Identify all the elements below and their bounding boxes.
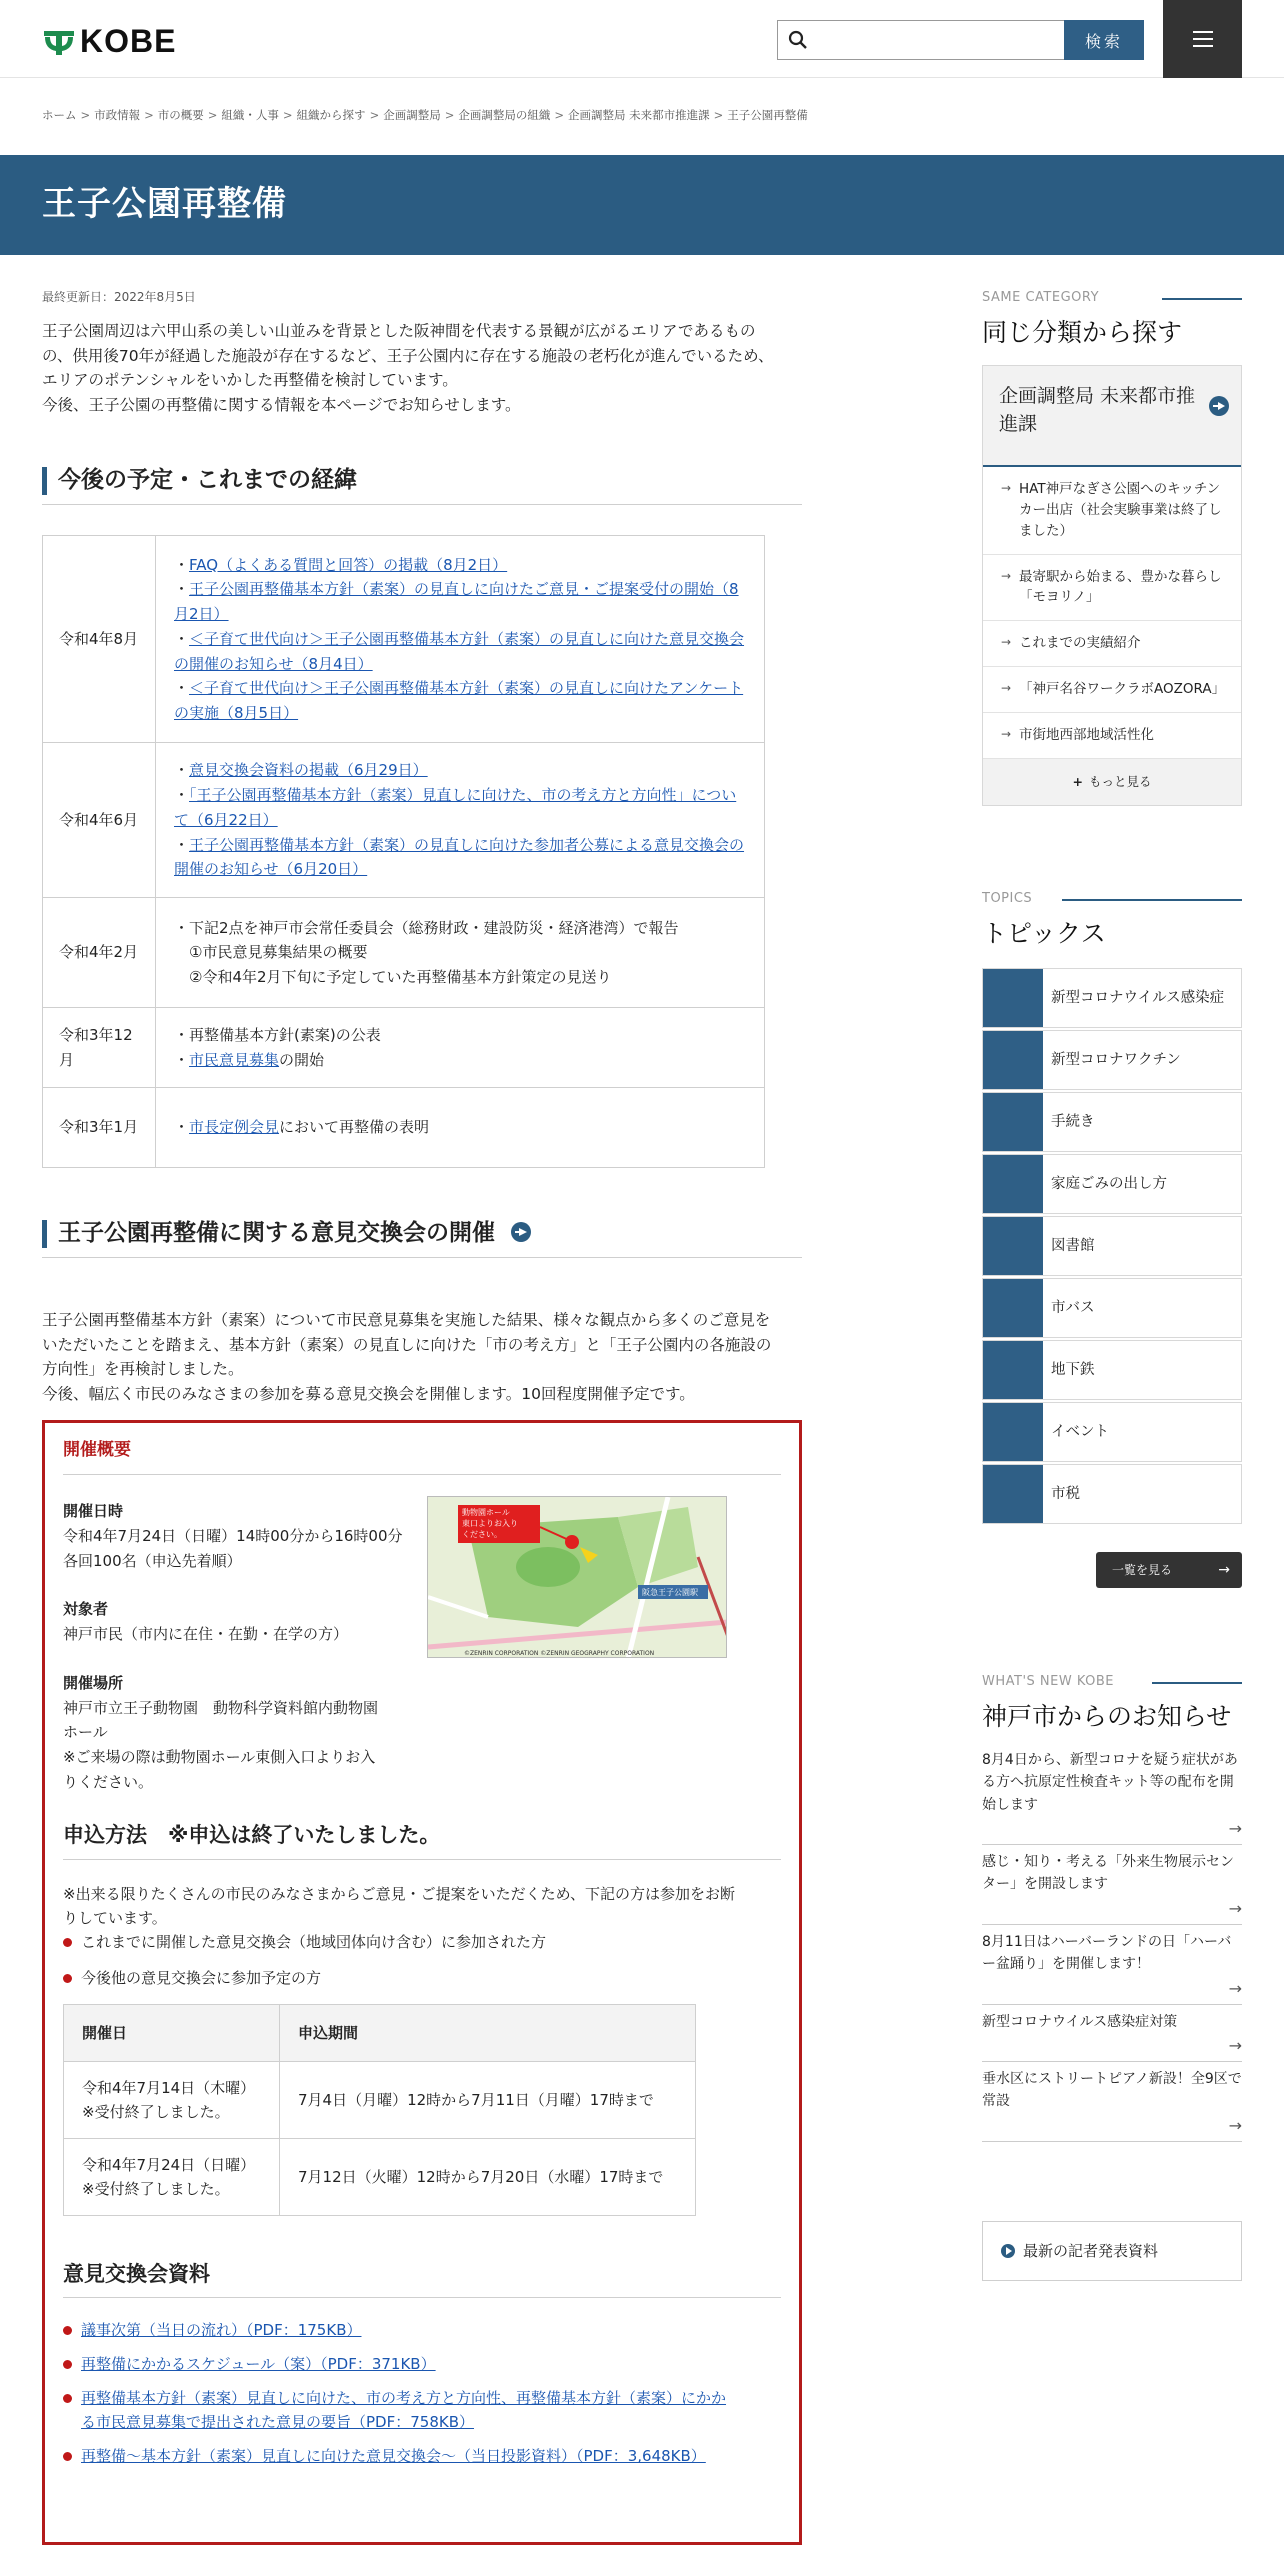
table-row [43, 743, 765, 898]
history-events [156, 743, 765, 898]
topic-label: 図書館 [1051, 1237, 1095, 1254]
topic-item[interactable] [982, 1464, 1242, 1524]
breadcrumb-item[interactable]: 企画調整局の組織 [458, 108, 551, 122]
arrow-right-icon: → [1228, 1898, 1242, 1918]
list-item [63, 2444, 781, 2468]
history-date: 令和4年6月 [43, 743, 156, 898]
topic-item[interactable] [982, 1278, 1242, 1338]
history-event [174, 1023, 748, 1048]
table-row [64, 2138, 696, 2215]
breadcrumb-separator: > [444, 108, 455, 122]
breadcrumb [42, 106, 1242, 124]
target-label: 対象者 [63, 1600, 109, 1619]
page-title-bar [0, 155, 1284, 255]
breadcrumb-item: 王子公園再整備 [727, 108, 808, 122]
material-link[interactable]: 再整備にかかるスケジュール（案）（PDF：371KB） [81, 2355, 436, 2374]
apply-heading: 申込方法 ※申込は終了いたしました。 [63, 1819, 781, 1860]
history-events [156, 898, 765, 1008]
search-box [777, 20, 1065, 60]
history-event [174, 758, 748, 783]
last-updated: 最終更新日：2022年8月5日 [42, 290, 196, 304]
intro-line: エリアのポテンシャルをいかした再整備を検討しています。 [42, 371, 458, 390]
schedule-table [63, 2004, 696, 2216]
table-row [43, 898, 765, 1008]
event-link[interactable]: ＜子育て世代向け＞王子公園再整備基本方針（素案）の見直しに向けた意見交換会の開催のお知らせ（8月4日） [174, 629, 745, 673]
event-prefix: ・ [174, 1118, 190, 1137]
apply-text [63, 1882, 781, 1930]
venue-map[interactable] [427, 1496, 727, 1658]
news-text: 新型コロナウイルス感染症対策 [982, 2013, 1178, 2030]
category-item[interactable]: → これまでの実績紹介 [983, 621, 1241, 667]
map-callout-line: ください。 [462, 1530, 502, 1540]
menu-button[interactable] [1163, 0, 1242, 78]
schedule-date-cell [64, 2061, 280, 2138]
topic-label: 市バス [1051, 1299, 1095, 1316]
event-prefix: ①市民意見募集結果の概要 [174, 943, 368, 962]
history-event [174, 833, 748, 883]
topics-caption-text: TOPICS [982, 891, 1033, 906]
history-date: 令和3年1月 [43, 1088, 156, 1168]
breadcrumb-separator: > [207, 108, 218, 122]
breadcrumb-item[interactable]: 市の概要 [157, 108, 204, 122]
history-events [156, 1008, 765, 1088]
topic-label: 地下鉄 [1051, 1361, 1095, 1378]
history-date: 令和4年2月 [43, 898, 156, 1008]
topic-label: 手続き [1051, 1113, 1095, 1130]
topic-label: 新型コロナワクチン [1051, 1051, 1181, 1068]
kobe-emblem-icon [42, 27, 76, 57]
event-prefix: ・ [174, 555, 190, 574]
search-button[interactable]: 検索 [1064, 20, 1144, 60]
material-link[interactable] [81, 2389, 726, 2431]
news-text: 垂水区にストリートピアノ新設！全9区で常設 [982, 2070, 1242, 2110]
event-link[interactable]: 市長定例会見 [189, 1118, 280, 1137]
arrow-right-icon: → [1228, 2035, 1242, 2055]
breadcrumb-separator: > [282, 108, 293, 122]
news-title: 神戸市からのお知らせ [982, 1701, 1232, 1731]
topics-caption [982, 889, 1242, 910]
event-prefix: ・ [174, 786, 190, 804]
caption-rule [1162, 298, 1242, 300]
same-category-caption-text: SAME CATEGORY [982, 290, 1100, 305]
apply-text-line: ※出来る限りたくさんの市民のみなさまからご意見・ご提案をいただくため、下記の方は参加をお断 [63, 1884, 735, 1903]
arrow-circle-icon [1209, 396, 1229, 416]
breadcrumb-separator: > [713, 108, 724, 122]
topic-item[interactable] [982, 1154, 1242, 1214]
arrow-right-icon: → [1228, 2115, 1242, 2135]
event-prefix: ・ [174, 580, 190, 599]
schedule-date-cell [64, 2138, 280, 2215]
news-section [982, 1672, 1242, 2142]
history-event [174, 1048, 748, 1073]
history-event [174, 1115, 748, 1140]
schedule-status: ※受付終了しました。 [82, 2179, 230, 2198]
place-note: ※ご来場の際は動物園ホール東側入口よりお入 [63, 1748, 376, 1767]
exchange-line: いただいたことを踏まえ、基本方針（素案）の見直しに向けた「市の考え方」と「王子公園内の各施設の [42, 1335, 772, 1354]
hamburger-icon [1193, 31, 1213, 47]
apply-bullet: これまでに開催した意見交換会（地域団体向け含む）に参加された方 [63, 1930, 781, 1954]
news-text: 8月11日はハーバーランドの日「ハーバー盆踊り」を開催します！ [982, 1933, 1232, 1973]
category-box [982, 365, 1242, 806]
table-row [43, 536, 765, 743]
topic-item[interactable] [982, 1340, 1242, 1400]
material-link-line: る市民意見募集で提出された意見の要旨（PDF：758KB） [81, 2413, 474, 2432]
category-item[interactable]: → 「神戸名谷ワークラボAOZORA」 [983, 667, 1241, 713]
schedule-period: 7月12日（火曜）12時から7月20日（水曜）17時まで [280, 2138, 696, 2215]
news-item[interactable] [982, 1845, 1242, 1925]
history-date: 令和4年8月 [43, 536, 156, 743]
topics-list [982, 968, 1242, 1524]
category-item[interactable]: → 最寄駅から始まる、豊かな暮らし「モヨリノ」 [983, 555, 1241, 622]
history-event [174, 965, 748, 990]
topic-icon [983, 1403, 1043, 1461]
breadcrumb-separator: > [144, 108, 154, 122]
category-name: 企画調整局 未来都市推進課 [999, 384, 1196, 436]
topic-icon [983, 1341, 1043, 1399]
schedule-date: 令和4年7月24日（日曜） [82, 2155, 256, 2174]
target-value: 神戸市民（市内に在住・在勤・在学の方） [63, 1625, 349, 1644]
plus-icon: + [1072, 774, 1083, 790]
material-link[interactable]: 議事次第（当日の流れ）（PDF：175KB） [81, 2321, 362, 2340]
view-list-label: 一覧を見る [1112, 1563, 1173, 1577]
same-category-section [982, 288, 1242, 806]
topic-item[interactable] [982, 1402, 1242, 1462]
history-events [156, 536, 765, 743]
same-category-caption [982, 288, 1242, 309]
schedule-status: ※受付終了しました。 [82, 2102, 230, 2121]
venue-map-drawing [428, 1497, 727, 1658]
breadcrumb-item[interactable]: 市政情報 [94, 108, 141, 122]
arrow-right-icon: → [1228, 1978, 1242, 1998]
topic-icon [983, 1155, 1043, 1213]
topic-icon [983, 1031, 1043, 1089]
topic-label: イベント [1051, 1423, 1109, 1440]
history-event [174, 940, 748, 965]
datetime-value: 各回100名（申込先着順） [63, 1551, 242, 1570]
exchange-line: 王子公園再整備基本方針（素案）について市民意見募集を実施した結果、様々な観点から多くのご意見を [42, 1311, 771, 1330]
apply-bullet: 今後他の意見交換会に参加予定の方 [63, 1966, 781, 1990]
news-list [982, 1743, 1242, 2142]
schedule-date: 令和4年7月14日（木曜） [82, 2078, 256, 2097]
event-link[interactable]: 王子公園再整備基本方針（素案）の見直しに向けたご意見・ご提案受付の開始（8月2日） [174, 580, 739, 623]
intro-line: 今後、王子公園の再整備に関する情報を本ページでお知らせします。 [42, 395, 521, 414]
intro-line: 王子公園周辺は六甲山系の美しい山並みを背景とした阪神間を代表する景観が広がるエリアであるもの [42, 322, 756, 341]
history-event [174, 577, 748, 627]
materials-list [63, 2318, 781, 2468]
topic-icon [983, 1279, 1043, 1337]
map-callout-line: 動物園ホール [462, 1508, 510, 1518]
schedule-col-period: 申込期間 [280, 2004, 696, 2061]
breadcrumb-item[interactable]: 組織から探す [296, 108, 366, 122]
datetime-value: 令和4年7月24日（日曜）14時00分から16時00分 [63, 1526, 403, 1545]
news-item[interactable] [982, 2005, 1242, 2062]
category-list [983, 467, 1241, 759]
exchange-description [42, 1308, 802, 1406]
schedule-heading-text: 今後の予定・これまでの経緯 [58, 467, 357, 494]
caption-rule [1152, 1682, 1242, 1684]
arrow-circle-icon [1001, 2244, 1015, 2258]
topic-item[interactable] [982, 1092, 1242, 1152]
site-header [0, 0, 1284, 78]
exchange-heading-text: 王子公園再整備に関する意見交換会の開催 [58, 1220, 495, 1247]
list-item [63, 2386, 781, 2434]
exchange-line: 方向性」を再検討しました。 [42, 1360, 244, 1379]
topic-label: 市税 [1051, 1485, 1080, 1502]
category-head[interactable] [983, 366, 1241, 467]
schedule-header-row [64, 2004, 696, 2061]
news-text: 8月4日から、新型コロナを疑う症状がある方へ抗原定性検査キット等の配布を開始します [982, 1751, 1238, 1813]
more-button[interactable] [983, 759, 1241, 805]
more-label: もっと見る [1088, 774, 1152, 790]
event-overview-box [42, 1420, 802, 2545]
search-icon [788, 30, 808, 50]
news-item[interactable] [982, 1925, 1242, 2005]
topic-item[interactable] [982, 1030, 1242, 1090]
history-table [42, 535, 765, 1168]
history-event [174, 627, 748, 677]
same-category-title: 同じ分類から探す [982, 317, 1183, 347]
event-link[interactable]: ＜子育て世代向け＞王子公園再整備基本方針（素案）の見直しに向けたアンケートの実施（8月5日） [174, 679, 744, 722]
event-link[interactable]: 市民意見募集 [189, 1050, 280, 1069]
map-credit: ©ZENRIN CORPORATION ©ZENRIN GEOGRAPHY CORPORATION [464, 1650, 655, 1658]
overview-details [63, 1499, 423, 1795]
exchange-line: 今後、幅広く市民のみなさまの参加を募る意見交換会を開催します。10回程度開催予定です。 [42, 1384, 695, 1403]
event-suffix: において再整備の表明 [279, 1118, 430, 1137]
breadcrumb-item[interactable]: 組織・人事 [221, 108, 279, 122]
overview-heading: 開催概要 [63, 1437, 781, 1475]
intro-line: の、供用後70年が経過した施設が存在するなど、王子公園内に存在する施設の老朽化が進んでいるため、 [42, 346, 774, 365]
apply-section [63, 1819, 781, 2468]
topic-item[interactable] [982, 1216, 1242, 1276]
site-logo[interactable] [42, 22, 176, 62]
view-list-button[interactable] [1096, 1552, 1242, 1588]
breadcrumb-separator: > [80, 108, 91, 122]
schedule-heading [42, 461, 802, 505]
caption-rule [1062, 899, 1242, 901]
schedule-col-date: 開催日 [64, 2004, 280, 2061]
material-link-line: 再整備基本方針（素案）見直しに向けた、市の考え方と方向性、再整備基本方針（素案）にかか [81, 2389, 727, 2408]
table-row [43, 1008, 765, 1088]
topics-section [982, 889, 1242, 1526]
schedule-period: 7月4日（月曜）12時から7月11日（月曜）17時まで [280, 2061, 696, 2138]
news-item[interactable] [982, 2062, 1242, 2142]
history-event [174, 553, 748, 578]
place-value: ホール [63, 1723, 108, 1742]
list-item [63, 2318, 781, 2342]
topic-icon [983, 969, 1043, 1027]
history-event [174, 783, 748, 833]
category-item[interactable]: → 市街地西部地域活性化 [983, 713, 1241, 759]
event-prefix: ・ [174, 761, 190, 780]
topic-icon [983, 1217, 1043, 1275]
datetime-label: 開催日時 [63, 1502, 124, 1521]
search-input[interactable] [816, 25, 1056, 55]
intro-text [42, 319, 802, 417]
page-title: 王子公園再整備 [42, 184, 287, 224]
breadcrumb-item[interactable]: 企画調整局 未来都市推進課 [567, 108, 710, 122]
news-caption-text: WHAT'S NEW KOBE [982, 1674, 1115, 1689]
event-prefix: ・再整備基本方針(素案)の公表 [174, 1025, 381, 1044]
event-link[interactable]: 意見交換会資料の掲載（6月29日） [189, 761, 428, 780]
news-item[interactable] [982, 1743, 1242, 1845]
topic-label: 家庭ごみの出し方 [1051, 1175, 1167, 1192]
table-row [64, 2061, 696, 2138]
topics-title: トピックス [982, 918, 1106, 948]
event-link[interactable]: 王子公園再整備基本方針（素案）の見直しに向けた参加者公募による意見交換会の開催のお知らせ（6月20日） [174, 835, 745, 879]
table-row [43, 1088, 765, 1168]
breadcrumb-separator: > [369, 108, 380, 122]
event-prefix: ・ [174, 835, 190, 854]
category-item[interactable]: → HAT神戸なぎさ公園へのキッチンカー出店（社会実験事業は終了しました） [983, 467, 1241, 555]
materials-heading: 意見交換会資料 [63, 2258, 781, 2299]
topic-label: 新型コロナウイルス感染症 [1051, 989, 1225, 1006]
history-event [174, 916, 748, 941]
topic-item[interactable] [982, 968, 1242, 1028]
breadcrumb-separator: > [554, 108, 564, 122]
place-label: 開催場所 [63, 1673, 124, 1692]
event-prefix: ・ [174, 1050, 190, 1069]
press-release-link[interactable] [982, 2221, 1242, 2281]
place-value: 神戸市立王子動物園 動物科学資料館内動物園 [63, 1698, 379, 1717]
event-suffix: の開始 [279, 1050, 325, 1069]
map-marker [565, 1535, 579, 1549]
place-note: りください。 [63, 1772, 154, 1791]
map-station-label: 阪急王子公園駅 [642, 1588, 698, 1598]
arrow-right-icon: → [1218, 1562, 1230, 1578]
topic-icon [983, 1093, 1043, 1151]
apply-text-line: りしています。 [63, 1908, 167, 1927]
history-date: 令和3年12月 [43, 1008, 156, 1088]
news-text: 感じ・知り・考える「外来生物展示センター」を開設します [982, 1853, 1234, 1893]
event-prefix: ・下記2点を神戸市会常任委員会（総務財政・建設防災・経済港湾）で報告 [174, 918, 679, 937]
list-item [63, 2352, 781, 2376]
press-label: 最新の記者発表資料 [1023, 2242, 1159, 2260]
event-prefix: ・ [174, 629, 190, 648]
history-events [156, 1088, 765, 1168]
event-link[interactable]: 「王子公園再整備基本方針（素案）見直しに向けた、市の考え方と方向性」について（6月22日） [174, 786, 737, 829]
logo-text: KOBE [80, 23, 177, 60]
event-prefix: ②令和4年2月下旬に予定していた再整備基本方針策定の見送り [174, 968, 612, 986]
event-link[interactable]: FAQ（よくある質問と回答）の掲載（8月2日） [189, 555, 508, 574]
event-prefix: ・ [174, 679, 190, 698]
topic-icon [983, 1465, 1043, 1523]
exchange-heading [42, 1214, 802, 1258]
material-link[interactable]: 再整備～基本方針（素案）見直しに向けた意見交換会～（当日投影資料）（PDF：3,648KB） [81, 2447, 706, 2466]
arrow-circle-icon[interactable] [511, 1222, 531, 1242]
main-content [42, 288, 802, 2545]
arrow-right-icon: → [1228, 1818, 1242, 1838]
history-event [174, 676, 748, 726]
breadcrumb-item[interactable]: 企画調整局 [383, 108, 441, 122]
news-caption [982, 1672, 1242, 1693]
map-callout-line: 東口よりお入り [462, 1519, 518, 1529]
breadcrumb-item[interactable]: ホーム [42, 108, 77, 122]
